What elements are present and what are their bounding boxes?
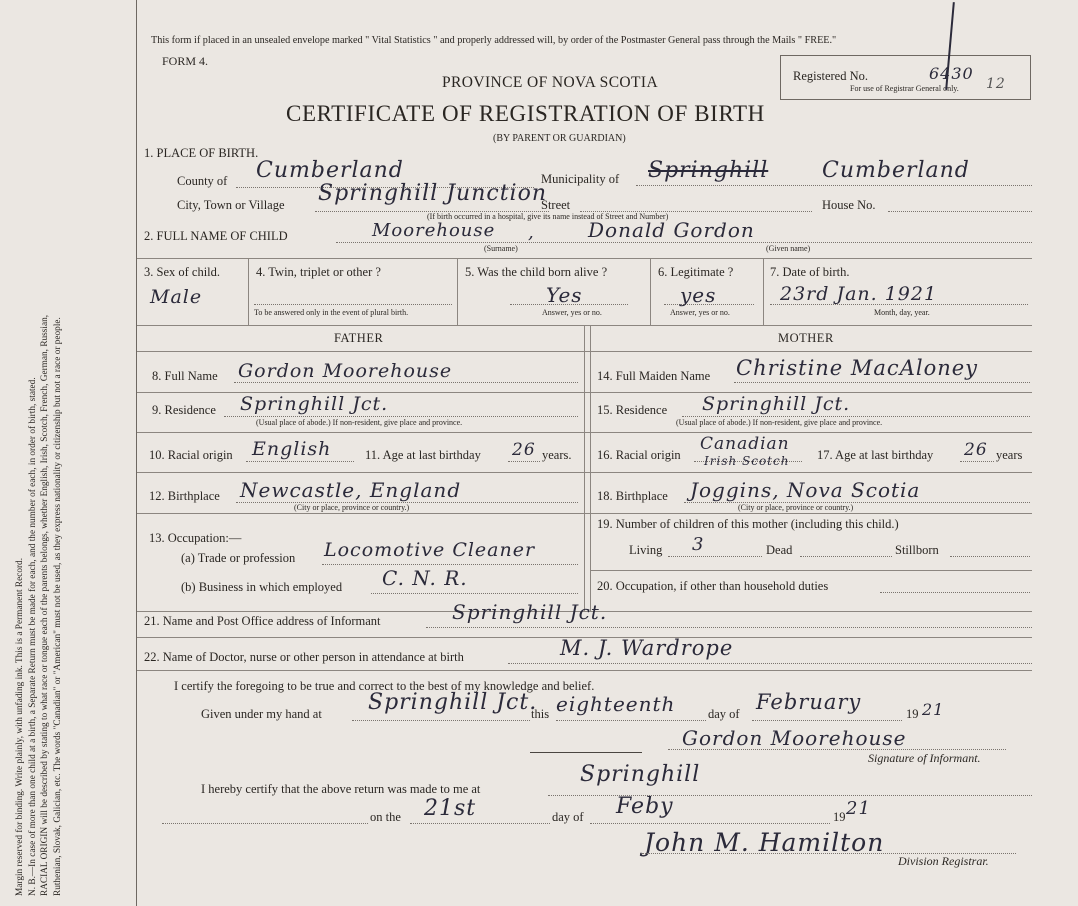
municipality-line [636,185,1032,186]
filler-line [162,823,368,824]
date-value: 23rd Jan. 1921 [780,283,938,305]
table-divider [248,258,249,325]
return-year-prefix: 19 [833,810,846,824]
legit-value: yes [680,283,717,307]
business-value: C. N. R. [382,566,468,590]
informant-signature-line [668,749,1006,750]
mother-racial-label: 16. Racial origin [597,448,681,462]
city-value: Springhill Junction [318,181,547,206]
father-age-value: 26 [512,440,536,460]
province-heading: PROVINCE OF NOVA SCOTIA [442,74,659,91]
father-residence-label: 9. Residence [152,403,216,417]
business-label: (b) Business in which employed [181,580,343,594]
given-year-prefix: 19 [906,707,919,721]
page-title: CERTIFICATE OF REGISTRATION OF BIRTH [286,101,765,126]
certify-statement: I certify the foregoing to be true and correct to the best of my knowledge and belief. [174,679,595,693]
twin-line [254,304,452,305]
father-name-line [234,382,578,383]
mother-name-label: 14. Full Maiden Name [597,369,711,383]
father-age-line [508,461,540,462]
living-label: Living [629,543,663,557]
city-label: City, Town or Village [177,198,285,212]
margin-note-line: Margin reserved for binding. Write plainly, with unfading ink. This is a Permanent Record. [15,557,25,896]
street-label: Street [541,198,571,212]
registrar-signature: John M. Hamilton [644,828,885,857]
sex-label: 3. Sex of child. [144,265,221,279]
trade-label: (a) Trade or profession [181,551,296,565]
living-value: 3 [692,534,705,555]
return-month: Feby [616,794,674,819]
alive-value: Yes [546,283,583,307]
dead-line [800,556,892,557]
mother-occupation-line [880,592,1030,593]
row-rule [137,432,1032,433]
form-number: FORM 4. [162,54,209,68]
alive-note: Answer, yes or no. [542,308,602,317]
given-place-line [352,720,530,721]
row-rule [137,513,1032,514]
informant-line [426,627,1032,628]
day-of-label: day of [708,707,740,721]
mother-birthplace-note: (City or place, province or country.) [738,503,854,512]
row-rule [137,472,1032,473]
father-name-label: 8. Full Name [152,369,218,383]
mother-age-line [960,461,994,462]
given-month-line [752,720,902,721]
father-birthplace-value: Newcastle, England [240,478,462,502]
this-label: this [531,707,550,721]
hospital-note: (If birth occurred in a hospital, give its name instead of Street and Number) [427,212,669,221]
informant-label: 21. Name and Post Office address of Informant [144,614,381,628]
mother-occupation-label: 20. Occupation, if other than household duties [597,579,829,593]
father-birthplace-label: 12. Birthplace [149,489,220,503]
mother-residence-line [682,416,1030,417]
county-label: County of [177,174,228,188]
margin-note-line: N. B.—In case of more than one child at a birth, a Separate Return must be made for each, and the number of each, in order of birth, stated. [27,377,38,896]
row-rule [590,570,1032,571]
sex-value: Male [150,286,203,308]
mother-age-value: 26 [964,440,988,460]
doctor-label: 22. Name of Doctor, nurse or other person in attendance at birth [144,650,464,664]
child-name-comma: , [528,222,535,243]
father-name-value: Gordon Moorehouse [238,360,453,382]
given-year: 21 [922,700,945,719]
mother-racial-value: Canadian [700,434,790,454]
surname-caption: (Surname) [484,244,518,253]
registered-mark: 12 [986,76,1006,92]
father-racial-label: 10. Racial origin [149,448,233,462]
doctor-value: M. J. Wardrope [560,636,734,660]
father-residence-note: (Usual place of abode.) If non-resident, give place and province. [256,418,463,427]
municipality-label: Municipality of [541,172,620,186]
mother-racial-extra: Irish Scotch [704,454,790,468]
return-month-line [590,823,830,824]
registered-number: 6430 [929,64,974,83]
given-month: February [756,690,862,714]
father-occupation-label: 13. Occupation:— [149,531,242,545]
twin-note: To be answered only in the event of plural birth. [254,308,409,317]
return-day: 21st [424,796,477,821]
alive-label: 5. Was the child born alive ? [465,265,608,279]
given-place: Springhill Jct. [368,690,538,715]
mother-heading: MOTHER [778,331,834,345]
child-name-line [336,242,1032,243]
father-residence-line [224,416,578,417]
child-surname: Moorehouse [372,220,496,241]
given-day: eighteenth [556,692,676,716]
child-given: Donald Gordon [588,218,755,242]
legit-label: 6. Legitimate ? [658,265,734,279]
registered-label: Registered No. [793,69,868,83]
return-day-of-label: day of [552,810,584,824]
informant-signature-caption: Signature of Informant. [868,751,981,765]
signature-separator [530,752,642,753]
house-line [888,211,1032,212]
mail-note: This form if placed in an unsealed envelope marked " Vital Statistics " and properly addressed will, by order of the Postmaster General pass through the Mails " FREE." [151,35,837,46]
registrar-caption: Division Registrar. [898,854,989,868]
table-divider [763,258,764,325]
father-racial-value: English [252,438,332,460]
mother-residence-label: 15. Residence [597,403,668,417]
date-label: 7. Date of birth. [770,265,850,279]
return-label: I hereby certify that the above return was made to me at [201,782,481,796]
parent-divider [584,325,585,611]
place-heading: 1. PLACE OF BIRTH. [144,146,259,160]
parent-divider [590,325,591,611]
mother-birthplace-value: Joggins, Nova Scotia [690,478,921,502]
margin-note-line: RACIAL ORIGIN will be described by stating to what race or tongue each of the parents belongs, whether English, Irish, Scotch, French, German, Russian, [40,314,51,896]
father-racial-line [246,461,354,462]
children-label: 19. Number of children of this mother (including this child.) [597,517,899,531]
living-line [668,556,762,557]
trade-line [322,564,578,565]
father-heading: FATHER [334,331,384,345]
margin-rule [136,0,137,906]
trade-value: Locomotive Cleaner [324,539,536,561]
row-rule [137,670,1032,671]
mother-name-value: Christine MacAloney [736,356,979,380]
father-birthplace-note: (City or place, province or country.) [294,503,410,512]
registrar-note: For use of Registrar General only. [850,84,959,93]
mother-years: years [996,448,1023,462]
date-note: Month, day, year. [874,308,930,317]
twin-label: 4. Twin, triplet or other ? [256,265,381,279]
stillborn-line [950,556,1030,557]
table-divider [457,258,458,325]
legit-note: Answer, yes or no. [670,308,730,317]
given-day-line [556,720,706,721]
municipality-value: Cumberland [822,158,970,183]
return-year: 21 [846,798,871,819]
margin-note-line: Ruthenian, Slovak, Galician, etc. The words "Canadian" or "American" must not be used, as they express nationality or citizenship but not a race or people. [52,317,63,896]
father-years: years. [542,448,572,462]
page-subtitle: (BY PARENT OR GUARDIAN) [493,133,626,144]
father-residence-value: Springhill Jct. [240,393,389,415]
table-divider [650,258,651,325]
county-value: Cumberland [256,158,404,183]
mother-age-label: 17. Age at last birthday [817,448,934,462]
informant-value: Springhill Jct. [452,600,608,624]
stillborn-label: Stillborn [895,543,939,557]
business-line [371,593,578,594]
mother-residence-note: (Usual place of abode.) If non-resident, give place and province. [676,418,883,427]
margin-notes [14,16,64,896]
doctor-line [508,663,1032,664]
return-place: Springhill [580,762,701,787]
on-the-label: on the [370,810,401,824]
return-day-line [410,823,550,824]
mother-birthplace-line [684,502,1030,503]
house-label: House No. [822,198,876,212]
father-age-label: 11. Age at last birthday [365,448,481,462]
given-caption: (Given name) [766,244,811,253]
child-name-label: 2. FULL NAME OF CHILD [144,229,288,243]
mother-birthplace-label: 18. Birthplace [597,489,668,503]
table-top-rule [137,258,1032,259]
municipality-struck: Springhill [648,158,769,183]
mother-name-line [734,382,1030,383]
given-label: Given under my hand at [201,707,322,721]
informant-signature: Gordon Moorehouse [682,726,907,750]
dead-label: Dead [766,543,793,557]
mother-residence-value: Springhill Jct. [702,393,851,415]
